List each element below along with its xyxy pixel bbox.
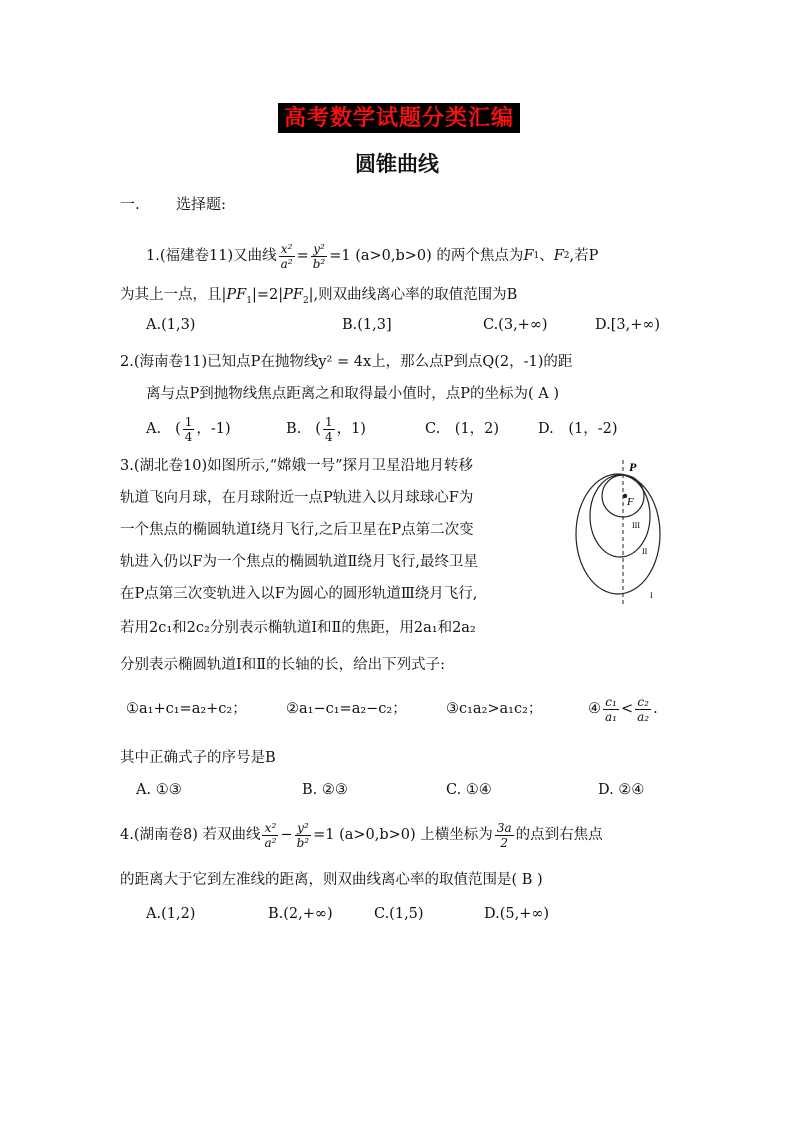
q3-option-b: B. ②③ xyxy=(302,782,348,798)
orbit-diagram xyxy=(566,458,674,606)
q3-option-a: A. ①③ xyxy=(136,782,182,798)
q3-formula-3: ③c₁a₂>a₁c₂； xyxy=(446,701,543,717)
q3-line-7: 分别表示椭圆轨道Ⅰ和Ⅱ的长轴的长，给出下列式子: xyxy=(120,657,445,673)
q1-frac-num-x: x² xyxy=(279,242,295,257)
q2-option-c xyxy=(425,419,499,439)
q3-formula-1: ①a₁+c₁=a₂+c₂； xyxy=(126,701,247,717)
q1-pf1: PF xyxy=(226,287,247,303)
q3-f4-op: < xyxy=(620,701,634,717)
question-1-line-2: 为其上一点，且$|PF_1|=2|PF_2|$,则双曲线离心率的取值范围为B xyxy=(120,287,518,306)
q4-frac-den-a: a² xyxy=(264,835,277,850)
q3-line-4: 轨进入仍以F为一个焦点的椭圆轨道Ⅱ绕月飞行,最终卫星 xyxy=(120,554,479,570)
q3-answer-line: 其中正确式子的序号是B xyxy=(120,750,276,766)
q2-c-label: C. xyxy=(425,421,441,437)
q4-frac-num-3a: 3a xyxy=(496,820,512,835)
q1-fraction-x xyxy=(279,242,295,271)
q4-option-a: A.(1,2) xyxy=(146,906,196,922)
q2-a-post: ，-1) xyxy=(196,421,231,437)
q4-prefix: 4.(湖南卷8) 若双曲线 xyxy=(120,827,261,843)
q1-line2b: |,则双曲线离心率的取值范围为B xyxy=(308,287,518,303)
q2-a-den: 4 xyxy=(184,429,193,444)
q1-option-d: D.[3,+∞) xyxy=(595,317,661,333)
q3-f4-d2: a₂ xyxy=(637,709,650,724)
q3-f4-n2: c₂ xyxy=(635,695,651,710)
section-title: 选择题: xyxy=(176,195,227,213)
q3-f4-label: ④ xyxy=(588,701,601,717)
question-2-line-1: 2.(海南卷11)已知点P在抛物线y² = 4x上，那么点P到点Q(2，-1)的距 xyxy=(120,354,573,370)
q1-line2a: 为其上一点，且| xyxy=(120,287,227,303)
question-4-line-1 xyxy=(120,815,603,855)
q1-frac-num-y: y² xyxy=(311,242,328,257)
q1-f1: F xyxy=(523,248,534,264)
q2-option-b xyxy=(286,410,366,448)
q3-f4-n1: c₁ xyxy=(603,695,619,710)
q1-frac-den-b: b² xyxy=(312,256,326,271)
q1-option-b: B.(1,3] xyxy=(342,317,392,333)
q4-fraction-y xyxy=(295,821,312,850)
q4-minus: − xyxy=(280,827,293,843)
q2-b-num: 1 xyxy=(324,414,333,429)
q2-d-text: (1，-2) xyxy=(568,421,618,437)
label-orbit-2: II xyxy=(642,547,648,556)
q2-a-fraction xyxy=(183,415,195,444)
q3-line-5: 在P点第三次变轨进入以F为圆心的圆形轨道Ⅲ绕月飞行, xyxy=(120,586,478,602)
q2-a-num: 1 xyxy=(184,414,193,429)
q1-f2: F xyxy=(553,248,564,264)
question-4-line-2: 的距离大于它到左准线的距离，则双曲线离心率的取值范围是( B ) xyxy=(120,872,543,888)
q3-f4-d1: a₁ xyxy=(605,709,617,724)
q3-f4-frac-1 xyxy=(603,695,619,724)
q1-eq: = xyxy=(296,248,309,264)
q2-b-pre: ( xyxy=(315,421,321,437)
q3-f4-frac-2 xyxy=(635,695,651,724)
q1-pf2: PF xyxy=(283,287,303,303)
q1-prefix: 1.(福建卷11)又曲线 xyxy=(146,248,277,264)
q4-tail: 的点到右焦点 xyxy=(515,827,603,843)
q1-fraction-y xyxy=(311,242,328,271)
q4-frac-num-x: x² xyxy=(262,821,278,836)
label-p: P xyxy=(629,460,637,474)
q4-option-b: B.(2,+∞) xyxy=(268,906,333,922)
orbit-ellipse-2 xyxy=(590,475,650,557)
q4-fraction-3a xyxy=(495,821,514,850)
q1-option-c: C.(3,+∞) xyxy=(483,317,548,333)
q2-a-label: A. xyxy=(146,421,162,437)
q3-formula-4 xyxy=(588,690,658,728)
q2-b-label: B. xyxy=(286,421,302,437)
q2-option-d xyxy=(538,419,618,439)
section-number: 一. xyxy=(120,195,140,213)
q2-b-fraction xyxy=(323,415,335,444)
q3-option-d: D. ②④ xyxy=(598,782,645,798)
page-title: 圆锥曲线 xyxy=(355,151,439,176)
label-f: F xyxy=(627,496,634,508)
q3-line-6: 若用2c₁和2c₂分别表示椭轨道Ⅰ和Ⅱ的焦距，用2a₁和2a₂ xyxy=(120,620,476,636)
q2-c-text: (1，2) xyxy=(454,421,500,437)
q4-option-d: D.(5,+∞) xyxy=(484,906,550,922)
q1-option-a: A.(1,3) xyxy=(146,317,196,333)
question-2-line-2: 离与点P到抛物线焦点距离之和取得最小值时，点P的坐标为( A ) xyxy=(146,386,560,402)
q4-option-c: C.(1,5) xyxy=(374,906,424,922)
q4-frac-den-2: 2 xyxy=(500,835,509,850)
q3-line-1: 3.(湖北卷10)如图所示,“嫦娥一号”探月卫星沿地月转移 xyxy=(120,458,474,474)
q3-line-2: 轨道飞向月球，在月球附近一点P轨进入以月球球心F为 xyxy=(120,490,474,506)
label-orbit-3: III xyxy=(632,521,640,530)
q2-d-label: D. xyxy=(538,421,554,437)
banner-title: 高考数学试题分类汇编 xyxy=(278,103,520,133)
q3-option-c: C. ①④ xyxy=(446,782,492,798)
q4-fraction-x xyxy=(262,821,278,850)
q2-a-pre: ( xyxy=(175,421,181,437)
q1-condition: =1 (a>0,b>0) 的两个焦点为 xyxy=(329,248,524,264)
label-orbit-1: I xyxy=(650,591,653,600)
q4-mid: =1 (a>0,b>0) 上横坐标为 xyxy=(313,827,493,843)
q3-formula-2: ②a₁−c₁=a₂−c₂； xyxy=(286,701,407,717)
q4-frac-num-y: y² xyxy=(295,821,312,836)
q1-sep: 、 xyxy=(539,248,554,264)
q1-frac-den-a: a² xyxy=(280,256,293,271)
q2-b-post: ，1) xyxy=(336,421,366,437)
q3-line-3: 一个焦点的椭圆轨道Ⅰ绕月飞行,之后卫星在P点第二次变 xyxy=(120,522,474,538)
q3-f4-end: . xyxy=(653,701,658,717)
q2-b-den: 4 xyxy=(324,429,333,444)
q1-mid: |=2| xyxy=(251,287,284,303)
question-1-line-1: 1.(福建卷11)又曲线 $\frac{\text{x²}}{\text{a²}}$ = $\frac{\text{y²}}{\text{b²}}$ =1 (a>0,b>0) 的两个焦点为 F 1 、 F 2 ,若P xyxy=(146,241,599,271)
q2-option-a xyxy=(146,410,231,448)
q4-frac-den-b: b² xyxy=(296,835,310,850)
q1-tail: ,若P xyxy=(569,248,599,264)
